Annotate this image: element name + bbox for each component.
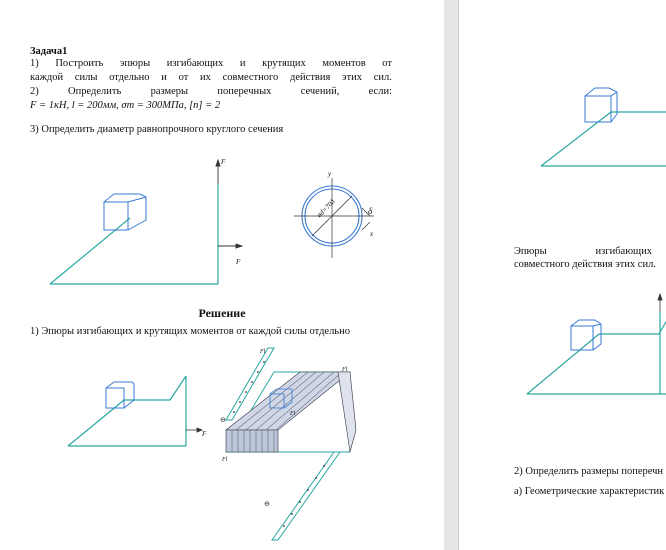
word: и: [239, 58, 246, 69]
word: их: [200, 72, 211, 83]
moment-label-mid: Fl: [290, 411, 296, 417]
word: 2): [30, 86, 39, 97]
wall-thickness-label: δ: [368, 206, 373, 216]
word: действия: [290, 72, 331, 83]
word: Эпюры: [514, 246, 547, 257]
cube-icon: [585, 88, 617, 122]
word: совместного: [222, 72, 279, 83]
word: и: [161, 72, 167, 83]
word: сечений,: [300, 86, 340, 97]
word: силы: [74, 72, 98, 83]
moment-label-top: Fl: [342, 367, 348, 373]
word: поперечных: [217, 86, 272, 97]
word: 1): [30, 58, 39, 69]
combined-action-text: совместного действия этих сил.: [514, 259, 656, 270]
word: Построить: [55, 58, 104, 69]
word: Определить: [68, 86, 122, 97]
word: если:: [368, 86, 392, 97]
task-title: Задача1: [30, 46, 68, 57]
force-label: F: [202, 430, 207, 438]
item-3-text: 3) Определить диаметр равнопрочного круглого сечения: [30, 124, 284, 135]
epure-moment-twist: [226, 430, 278, 452]
word: от: [178, 72, 189, 83]
force-label-bottom: F: [236, 258, 241, 266]
document-page-2: [458, 0, 666, 550]
word: этих: [342, 72, 362, 83]
word: сил.: [373, 72, 392, 83]
epure-moment-bending: [226, 372, 350, 430]
page2-item-a: а) Геометрические характеристик: [514, 486, 665, 497]
word: каждой: [30, 72, 64, 83]
epure-line: [514, 246, 652, 258]
axis-x-label: x: [370, 230, 374, 238]
solution-title: Решение: [198, 306, 246, 320]
cube-icon: [106, 382, 134, 408]
page-gap: [444, 0, 458, 550]
word: крутящих: [262, 58, 306, 69]
word: отдельно: [109, 72, 150, 83]
word: изгибающих: [166, 58, 224, 69]
diameter-label: ød=70δ: [315, 197, 337, 220]
solution-item-1: 1) Эпюры изгибающих и крутящих моментов от каждой силы отдельно: [30, 326, 350, 337]
word: от: [382, 58, 392, 69]
moment-label-bottom: Fl: [222, 457, 228, 463]
word: изгибающих: [595, 246, 652, 257]
word: размеры: [150, 86, 189, 97]
word: эпюры: [119, 58, 151, 69]
epure-vertical: [338, 372, 356, 452]
given-formula: F = 1кН, l = 200мм, σт = 300МПа, [n] = 2: [30, 100, 221, 111]
force-label-top: F: [221, 158, 226, 166]
word: моментов: [322, 58, 366, 69]
axis-y-label: y: [328, 170, 332, 178]
page2-item-2: 2) Определить размеры поперечн: [514, 466, 664, 477]
minus-sign: ⊖: [220, 416, 226, 424]
moment-label-left: Fl: [260, 349, 266, 355]
minus-sign: ⊖: [264, 500, 270, 508]
